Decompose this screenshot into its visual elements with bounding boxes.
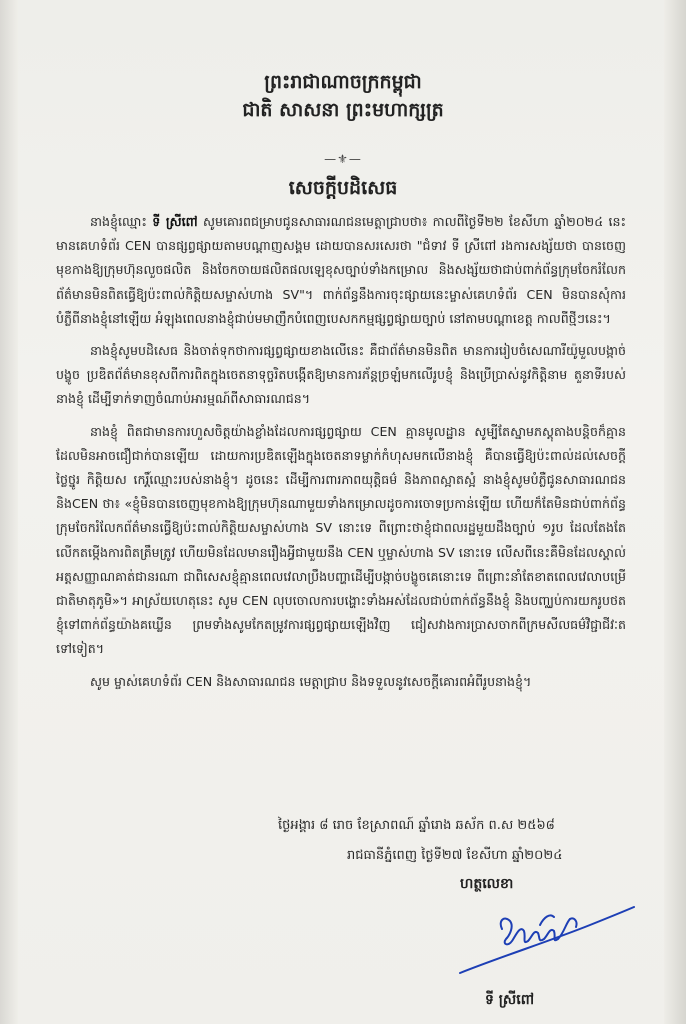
document-title: សេចក្តីបដិសេធ: [288, 177, 398, 199]
motto-line: ជាតិ សាសនា ព្រះមហាក្សត្រ: [242, 99, 444, 121]
paragraph-1-text: សូមគោរពជម្រាបជូនសាធារណជនមេត្តាជ្រាបថា៖ កាលពីថ្ងៃទី២២ ខែសីហា ឆ្នាំ២០២៤ នេះ មានគេហទំព័រ CEN បានផ្សព្វផ្សាយតាមបណ្តាញសង្គម ដោយបានសរសេរថា "ជំទាវ ទី ស្រីពៅ រងការសង្ស័យថា បានចេញមុខកាងឱ្យក្រុមហ៊ុនលួចផលិត និងចែកចាយផលិតផលឡេខុសច្បាប់ទាំងកម្រោល និងសង្ស័យថាជាប់ពាក់ព័ន្ធក្រុមចែករំលែកព័ត៌មានមិនពិតធ្វើឱ្យប៉ះពាល់កិត្តិយសម្ចាស់ហាង SV"។ ពាក់ព័ន្ធនឹងការចុះផ្សាយនេះម្ចាស់គេហទំព័រ CEN មិនបានសុំការបំភ្លឺពីនាងខ្ញុំនៅឡើយ អំឡុងពេលនាងខ្ញុំជាប់មមាញឹកបំពេញបេសកកម្មផ្សព្វផ្សាយច្បាប់ នៅតាមបណ្តាខេត្ត កាលពីថ្មីៗនេះ។: [56, 214, 626, 326]
author-name-inline: ទី ស្រីពៅ: [152, 214, 198, 229]
kingdom-line: ព្រះរាជាណាចក្រកម្ពុជា: [264, 71, 422, 93]
handwritten-signature: [440, 895, 650, 980]
place-date: រាជធានីភ្នំពេញ ថ្ងៃទី២៧ ខែសីហា ឆ្នាំ២០២៤: [347, 848, 563, 863]
signature-label: ហត្ថលេខា: [460, 876, 514, 892]
paragraph-4: សូម ម្ចាស់គេហទំព័រ CEN និងសាធារណជន មេត្តាជ្រាប និងទទួលនូវសេចក្តីគោរពអំពីរូបនាងខ្ញុំ។: [90, 673, 532, 689]
paragraph-2: នាងខ្ញុំសូមបដិសេធ និងចាត់ទុកថាការផ្សព្វផ្សាយខាងលើនេះ គឺជាព័ត៌មានមិនពិត មានការរៀបចំសេណារីយ៉ូមួលបង្កាច់បង្ខូច ប្រឌិតព័ត៌មានខុសពីការពិតក្នុងចេតនាទុច្ចរិតបង្កើតឱ្យមានការភ័ន្តច្រឡំមកលើរូបខ្ញុំ និងប្រើប្រាស់នូវកិត្តិនាម តួនាទីរបស់នាងខ្ញុំ ដើម្បីទាក់ទាញចំណាប់អារម្មណ៍ពីសាធារណជន។: [56, 343, 626, 407]
signer-name: ទី ស្រីពៅ: [485, 992, 535, 1008]
paragraph-1: [56, 210, 626, 331]
paragraph-3: នាងខ្ញុំ ពិតជាមានការហួសចិត្តយ៉ាងខ្លាំងដែលការផ្សព្វផ្សាយ CEN គ្មានមូលដ្ឋាន សូម្បីតែស្នាមភស្តុតាងបន្តិចក៏គ្មាន ដែលមិនអាចជឿជាក់បានឡើយ ដោយការប្រឌិតឡើងក្នុងចេតនាទម្លាក់កំហុសមកលើនាងខ្ញុំ គឺបានធ្វើឱ្យប៉ះពាល់ដល់សេចក្តីថ្លៃថ្នូរ កិត្តិយស កេរ្តិ៍ឈ្មោះរបស់នាងខ្ញុំ។ ដូចនេះ ដើម្បីការពារភាពយុត្តិធម៌ និងភាពស្អាតស្អំ នាងខ្ញុំសូមបំភ្លឺជូនសាធារណជន និងCEN ថា៖ «ខ្ញុំមិនបានចេញមុខកាងឱ្យក្រុមហ៊ុនណាមួយទាំងកម្រោលដូចការចោទប្រកាន់ឡើយ ហើយក៏តែមិនជាប់ពាក់ព័ន្ធក្រុមចែករំលែកព័ត៌មានធ្វើឱ្យប៉ះពាល់កិត្តិយសម្ចាស់ហាង SV នោះទេ ពីព្រោះថាខ្ញុំជាពលរដ្ឋមួយដឹងច្បាប់ ១រូប ដែលតែងតែលើកតម្កើងការពិតត្រឹមត្រូវ ហើយមិនដែលមានរឿងអ្វីជាមួយនឹង CEN ឬម្ចាស់ហាង SV នោះទេ លើសពីនេះគឺមិនដែលស្គាល់អត្តសញ្ញាណគាត់ជានរណា ជាពិសេសខ្ញុំគ្មានពេលវេលាប្រឹងបញ្ហាដើម្បីបង្កាច់បង្ខូចគេនោះទេ ពីព្រោះនាំតែខាតពេលវេលាបម្រើជាតិមាតុភូមិ»។ អាស្រ័យហេតុនេះ សូម CEN លុបចោលការបង្ហោះទាំងអស់ដែលជាប់ពាក់ព័ន្ធនឹងខ្ញុំ និងបញ្ឈប់ការយករូបថតខ្ញុំទៅពាក់ព័ន្ធយ៉ាងគឃ្លើន ព្រមទាំងសូមកែតម្រូវការផ្សព្វផ្សាយឡើងវិញ ជៀសវាងការប្រាសចាកពីក្រមសីលធម៌វិជ្ជាជីវៈតទៅទៀត។: [56, 423, 626, 657]
ornament-divider: —⚜—: [324, 152, 362, 166]
document-body: [56, 210, 626, 702]
lunar-date: ថ្ងៃអង្គារ ៨ រោច ខែស្រាពណ៍ ឆ្នាំរោង ឆស័ក ព.ស ២៥៦៨: [278, 818, 555, 833]
paragraph-1-lead: នាងខ្ញុំឈ្មោះ: [90, 214, 153, 229]
letterhead: [0, 68, 686, 124]
